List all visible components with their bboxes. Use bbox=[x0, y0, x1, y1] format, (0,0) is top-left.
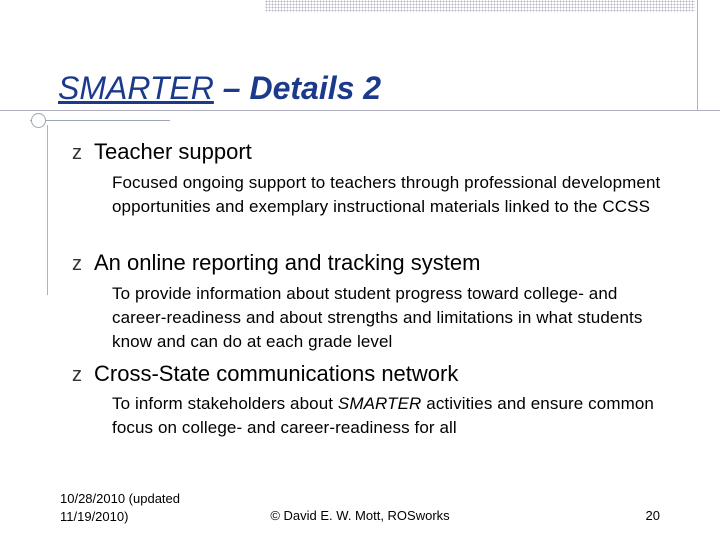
page-number: 20 bbox=[645, 508, 660, 523]
bullet-body-reporting-system: To provide information about student progress toward college- and career-readiness and about strengths and limitations in what students know and can do at each grade level bbox=[112, 284, 643, 351]
bullet-body-teacher-support: Focused ongoing support to teachers through professional development opportunities and exemplary instructional materials linked to the CCSS bbox=[112, 173, 661, 216]
title-underline-rule bbox=[30, 120, 170, 121]
bullet-body-italic: SMARTER bbox=[337, 394, 422, 413]
bullet-heading-teacher-support bbox=[72, 139, 252, 165]
bullet-heading-text: Teacher support bbox=[94, 139, 252, 164]
decorative-horizontal-line bbox=[0, 110, 720, 111]
bullet-body-text: To inform stakeholders about bbox=[112, 394, 338, 413]
bullet-heading-text: An online reporting and tracking system bbox=[94, 250, 481, 275]
bullet-symbol-icon: z bbox=[72, 253, 82, 275]
bullet-heading-reporting-system bbox=[72, 250, 480, 276]
header-dot-pattern bbox=[265, 0, 695, 12]
title-separator: – bbox=[213, 70, 250, 106]
title-subtitle: Details 2 bbox=[249, 70, 382, 106]
bullet-body-communications-network bbox=[112, 392, 672, 440]
bullet-heading-text: Cross-State communications network bbox=[94, 361, 459, 386]
bullet-symbol-icon: z bbox=[72, 364, 82, 386]
bullet-body-text: activities and ensure common focus on college- and career-readiness for all bbox=[112, 394, 654, 437]
title-main: SMARTER bbox=[58, 70, 214, 106]
page-title bbox=[58, 70, 381, 107]
decorative-vertical-line bbox=[697, 0, 698, 110]
bullet-symbol-icon: z bbox=[72, 142, 82, 164]
footer-date: 10/28/2010 (updated 11/19/2010) bbox=[60, 491, 180, 524]
bullet-heading-communications-network bbox=[72, 361, 458, 387]
footer-copyright: © David E. W. Mott, ROSworks bbox=[270, 508, 450, 523]
decorative-circle bbox=[31, 113, 46, 128]
decorative-left-line bbox=[47, 125, 48, 295]
